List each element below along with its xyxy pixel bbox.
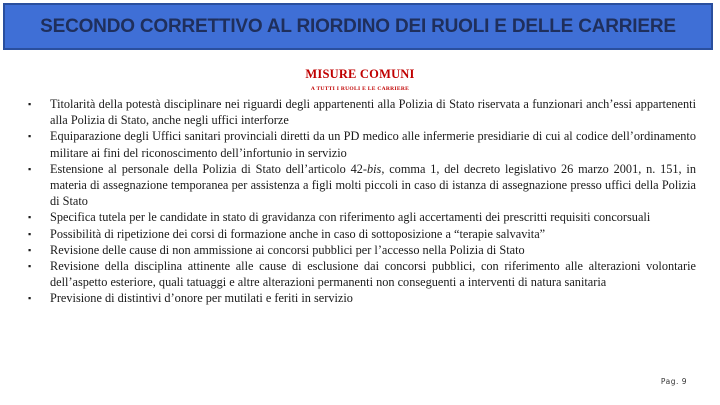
list-item-text: Revisione delle cause di non ammissione ai concorsi pubblici per l’accesso nella Polizia di Stato xyxy=(50,242,525,257)
measures-list xyxy=(28,96,696,307)
list-item xyxy=(28,209,696,225)
header-bar xyxy=(3,3,713,50)
list-item-text-start: Estensione al personale della Polizia di Stato dell’articolo 42- xyxy=(50,161,367,176)
bullet-icon: ▪ xyxy=(28,244,32,255)
list-item xyxy=(28,226,696,242)
list-item xyxy=(28,258,696,290)
bullet-icon: ▪ xyxy=(28,261,32,272)
list-item xyxy=(28,128,696,160)
section-title: MISURE COMUNI xyxy=(305,67,415,81)
list-item-text xyxy=(50,161,696,210)
list-item xyxy=(28,96,696,128)
list-item-text-emphasis: bis xyxy=(366,161,382,176)
list-item-text: Titolarità della potestà disciplinare nei riguardi degli appartenenti alla Polizia di Stato riservata a funzionari anch’essi appartenenti alla Polizia di Stato, anche negli uffici interforze xyxy=(50,97,696,128)
list-item-text: Possibilità di ripetizione dei corsi di formazione anche in caso di sottoposizione a “terapie salvavita” xyxy=(50,226,546,241)
bullet-icon: ▪ xyxy=(28,212,32,223)
list-item-text: Revisione della disciplina attinente alle cause di esclusione dai concorsi pubblici, con riferimento alle alterazioni volontarie dell’aspetto esteriore, quali tatuaggi e altre alterazioni permanenti non conseguenti a interventi di natura sanitaria xyxy=(50,259,696,290)
list-item xyxy=(28,242,696,258)
bullet-icon: ▪ xyxy=(28,228,32,239)
list-item xyxy=(28,290,696,306)
bullet-icon: ▪ xyxy=(28,99,32,109)
bullet-icon: ▪ xyxy=(28,293,32,304)
list-item-text: Specifica tutela per le candidate in stato di gravidanza con riferimento agli accertamenti dei prescritti requisiti concorsuali xyxy=(50,210,651,225)
list-item-text-end: , comma 1, del decreto legislativo 26 marzo 2001, n. 151, in materia di assegnazione temporanea per assistenza a figli molti piccoli in caso di istanza di assegnazione presso uffici della Polizia di Stato xyxy=(50,161,696,209)
bullet-icon: ▪ xyxy=(28,131,32,142)
list-item-text: Previsione di distintivi d’onore per mutilati e feriti in servizio xyxy=(50,291,353,306)
section-subtitle: A TUTTI I RUOLI E LE CARRIERE xyxy=(310,86,410,92)
slide-title: SECONDO CORRETTIVO AL RIORDINO DEI RUOLI E DELLE CARRIERE xyxy=(40,15,676,37)
list-item xyxy=(28,161,696,210)
bullet-icon: ▪ xyxy=(28,163,32,174)
list-item-text: Equiparazione degli Uffici sanitari provinciali diretti da un PD medico alle infermerie presidiarie di cui al codice dell’ordinamento militare ai fini del riconoscimento dell’infortunio in servizio xyxy=(50,129,696,160)
page-number: Pag. 9 xyxy=(660,377,687,386)
